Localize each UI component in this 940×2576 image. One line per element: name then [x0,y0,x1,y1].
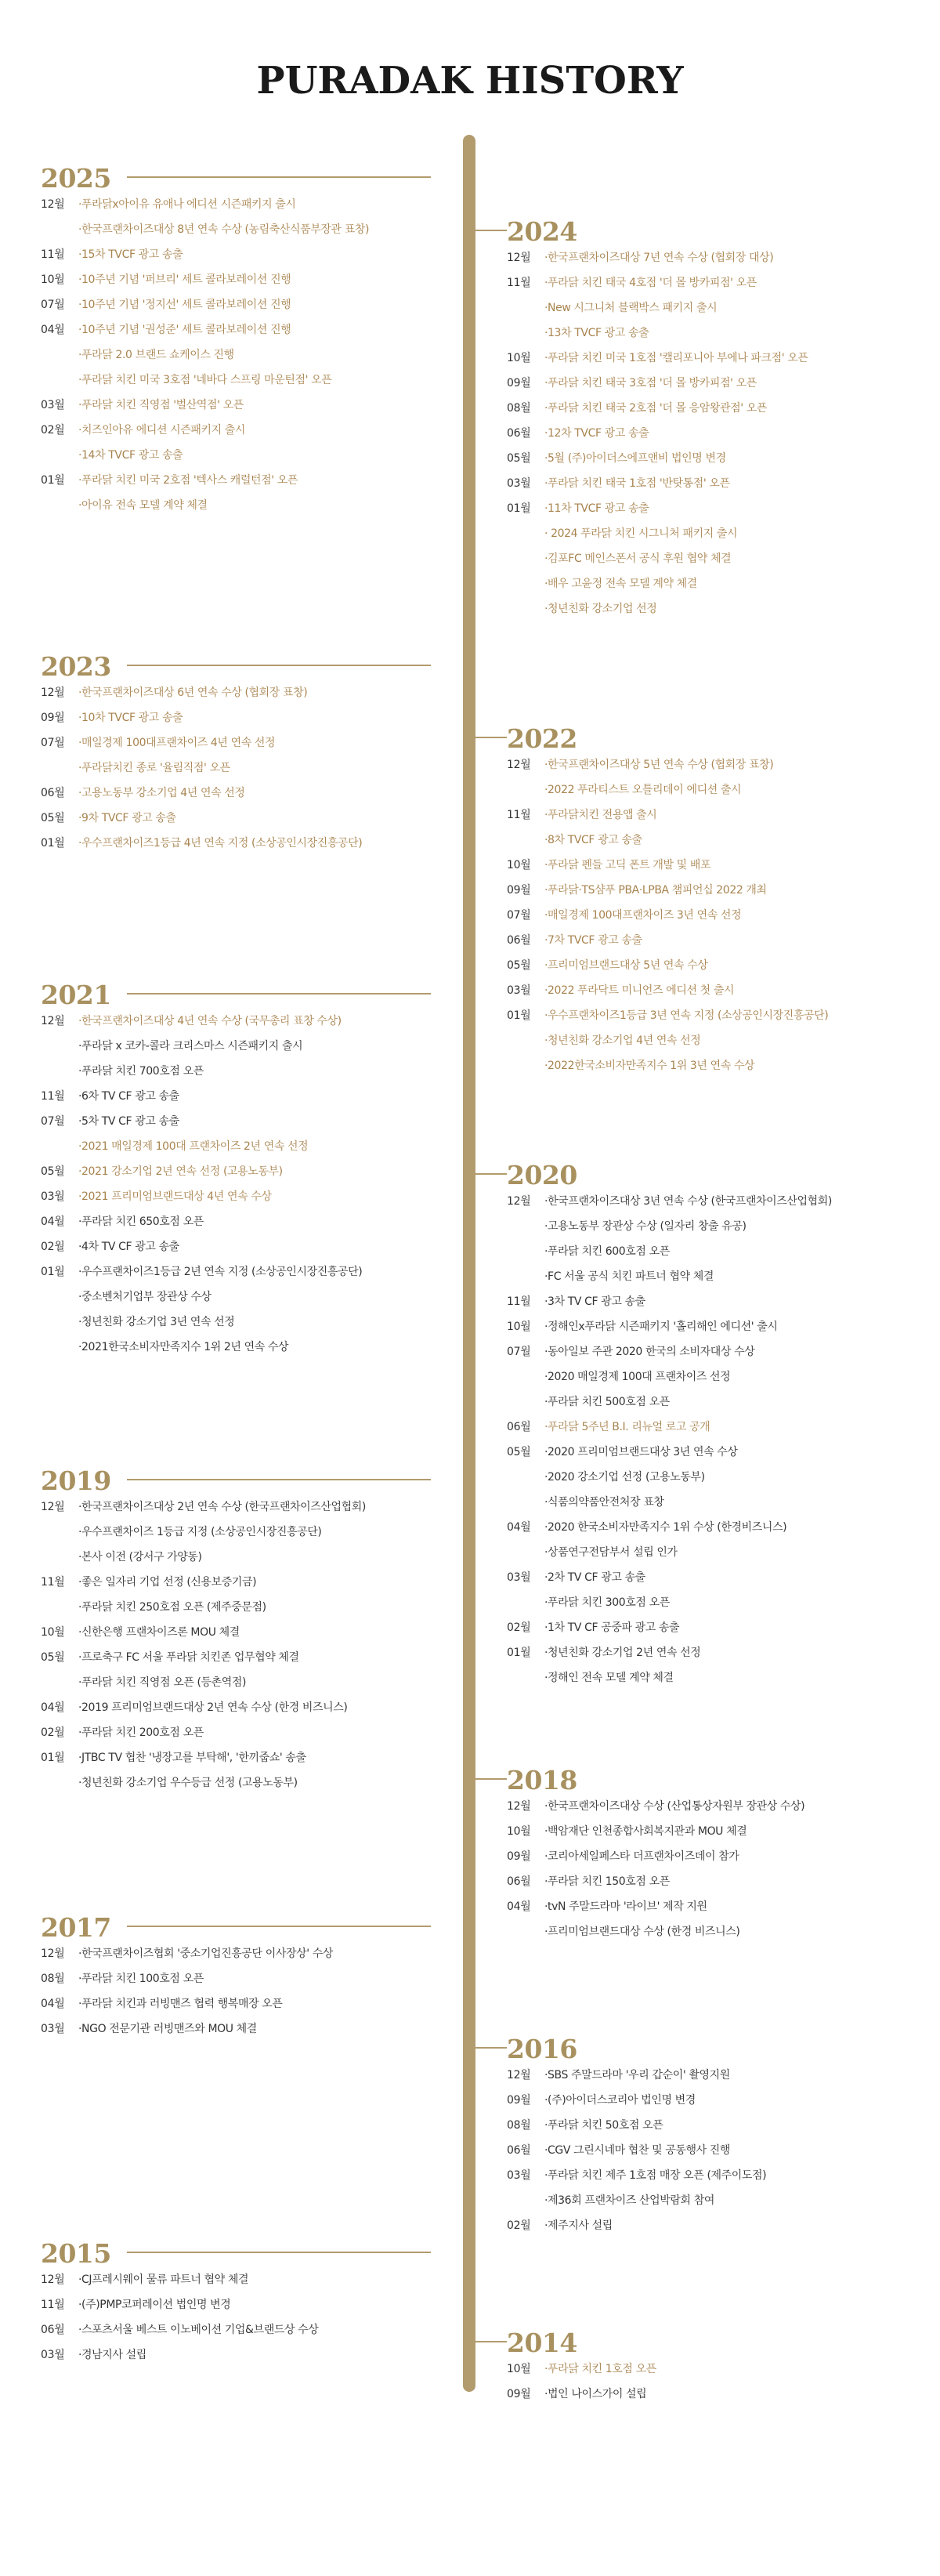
entry-text: ·한국프랜차이즈대상 6년 연속 수상 (협회장 표창) [78,687,308,699]
year-heading: 2019 [41,1466,111,1496]
entry-text: ·정해인 전속 모델 계약 체결 [544,1672,674,1684]
entry-text: ·7차 TVCF 광고 송출 [544,934,642,947]
entry-month: 09월 [507,2094,531,2107]
entry-text: ·정해인x푸라닭 시즌패키지 '홀리해인 에디션' 출시 [544,1321,778,1333]
entry-text: ·14차 TVCF 광고 송출 [78,449,183,462]
entry-month: 12월 [41,198,65,211]
entry-text: ·푸라닭 치킨 태국 1호점 '반탓통점' 오픈 [544,477,730,490]
entry-text: ·법인 나이스가이 설립 [544,2388,647,2400]
entry-month: 12월 [507,1195,531,1208]
entry-text: ·푸라닭 치킨 650호점 오픈 [78,1216,204,1228]
entry-text: ·CGV 그린시네마 협찬 및 공동행사 진행 [544,2144,731,2157]
entry-text: ·FC 서울 공식 치킨 파트너 협약 체결 [544,1270,714,1283]
timeline-connector [475,1778,507,1780]
entry-text: ·2022한국소비자만족지수 1위 3년 연속 수상 [544,1060,755,1072]
entry-text: ·우수프랜차이즈 1등급 지정 (소상공인시장진흥공단) [78,1526,322,1538]
entry-text: ·푸라닭 치킨 미국 3호점 '네바다 스프링 마운틴점' 오픈 [78,374,332,386]
entry-text: ·프로축구 FC 서울 푸라닭 치킨존 업무협약 체결 [78,1651,299,1664]
entry-text: ·2021 프리미엄브랜드대상 4년 연속 수상 [78,1190,272,1203]
entry-month: 03월 [41,1190,65,1203]
entry-text: ·6차 TV CF 광고 송출 [78,1090,179,1103]
entry-text: ·푸라닭 치킨 태국 4호점 '더 몰 방카피점' 오픈 [544,277,757,289]
entry-month: 12월 [41,687,65,699]
entry-text: ·제36회 프랜차이즈 산업박람회 참여 [544,2194,714,2207]
entry-text: ·2021 매일경제 100대 프랜차이즈 2년 연속 선정 [78,1140,309,1153]
entry-text: ·2019 프리미엄브랜드대상 2년 연속 수상 (한경 비즈니스) [78,1701,348,1714]
entry-text: ·푸라닭 치킨 제주 1호점 매장 오픈 (제주이도점) [544,2169,767,2182]
entry-text: ·코리아세일페스타 더프랜차이즈데이 참가 [544,1850,739,1863]
entry-text: ·1차 TV CF 공중파 광고 송출 [544,1621,680,1634]
entry-text: ·경남지사 설립 [78,2349,146,2361]
entry-month: 06월 [41,787,65,799]
entry-text: ·청년친화 강소기업 3년 연속 선정 [78,1316,235,1328]
entry-text: · 2024 푸라닭 치킨 시그니처 패키지 출시 [544,527,738,540]
entry-month: 06월 [507,427,531,440]
entry-month: 03월 [507,1571,531,1584]
entry-month: 11월 [507,1295,531,1308]
entry-month: 03월 [507,477,531,490]
entry-month: 01월 [41,1266,65,1278]
timeline-connector [475,2341,507,2342]
entry-month: 04월 [41,324,65,336]
entry-text: ·JTBC TV 협찬 '냉장고를 부탁해', '한끼줍쇼' 송출 [78,1752,306,1764]
entry-text: ·2021 강소기업 2년 연속 선정 (고용노동부) [78,1165,283,1178]
entry-text: ·CJ프레시웨이 물류 파트너 협약 체결 [78,2273,249,2286]
timeline-connector [127,1926,431,1927]
entry-month: 06월 [507,2144,531,2157]
entry-text: ·푸라닭 치킨 100호점 오픈 [78,1973,204,1985]
entry-month: 11월 [507,809,531,821]
entry-month: 07월 [41,299,65,311]
entry-text: ·한국프랜차이즈대상 4년 연속 수상 (국무총리 표창 수상) [78,1015,342,1027]
entry-month: 01월 [41,837,65,850]
year-heading: 2021 [41,980,111,1010]
entry-text: ·(주)아이더스코리아 법인명 변경 [544,2094,696,2107]
entry-month: 11월 [41,1090,65,1103]
entry-month: 03월 [41,2023,65,2035]
entry-text: ·동아일보 주관 2020 한국의 소비자대상 수상 [544,1346,755,1358]
entry-text: ·푸라닭 x 코카-콜라 크리스마스 시즌패키지 출시 [78,1040,303,1053]
entry-month: 04월 [41,1998,65,2010]
entry-month: 03월 [41,2349,65,2361]
entry-month: 11월 [41,1576,65,1589]
entry-text: ·2021한국소비자만족지수 1위 2년 연속 수상 [78,1341,289,1353]
entry-month: 09월 [507,2388,531,2400]
entry-text: ·프리미엄브랜드대상 5년 연속 수상 [544,959,708,972]
entry-text: ·본사 이전 (강서구 가양동) [78,1551,202,1563]
entry-month: 11월 [41,2299,65,2311]
timeline-connector [127,993,431,995]
entry-text: ·푸라닭·TS샴푸 PBA·LPBA 챔피언십 2022 개최 [544,884,767,897]
entry-text: ·푸라닭 치킨 직영점 오픈 (등촌역점) [78,1676,247,1689]
entry-text: ·한국프랜차이즈대상 5년 연속 수상 (협회장 표창) [544,759,774,771]
entry-month: 07월 [507,1346,531,1358]
entry-text: ·푸라닭 치킨 600호점 오픈 [544,1245,670,1258]
entry-text: ·우수프랜차이즈1등급 2년 연속 지정 (소상공인시장진흥공단) [78,1266,363,1278]
timeline-connector [127,2252,431,2253]
entry-month: 06월 [507,1421,531,1433]
entry-text: ·2차 TV CF 광고 송출 [544,1571,645,1584]
entry-month: 01월 [41,474,65,487]
year-heading: 2024 [507,216,577,247]
entry-text: ·9차 TVCF 광고 송출 [78,812,176,824]
entry-month: 04월 [507,1521,531,1534]
year-heading: 2020 [507,1160,577,1190]
entry-text: ·우수프랜차이즈1등급 3년 연속 지정 (소상공인시장진흥공단) [544,1009,829,1022]
entry-month: 05월 [41,1651,65,1664]
entry-month: 11월 [507,277,531,289]
entry-month: 03월 [507,2169,531,2182]
entry-month: 12월 [41,1015,65,1027]
entry-text: ·13차 TVCF 광고 송출 [544,327,649,339]
entry-month: 12월 [41,1501,65,1513]
entry-text: ·푸라닭 치킨 250호점 오픈 (제주중문점) [78,1601,266,1614]
entry-month: 12월 [507,1800,531,1813]
page-title: PURADAK HISTORY [256,59,684,103]
entry-month: 05월 [507,1446,531,1458]
timeline-connector [475,1173,507,1175]
entry-text: ·푸라닭 치킨 태국 3호점 '더 몰 방카피점' 오픈 [544,377,757,389]
entry-month: 10월 [507,859,531,871]
entry-text: ·우수프랜차이즈1등급 4년 연속 지정 (소상공인시장진흥공단) [78,837,363,850]
entry-text: ·매일경제 100대프랜차이즈 3년 연속 선정 [544,909,742,922]
entry-text: ·백암재단 인천종합사회복지관과 MOU 체결 [544,1825,747,1838]
entry-month: 12월 [507,759,531,771]
entry-month: 10월 [41,1626,65,1639]
entry-text: ·2022 푸라닥트 미니언즈 에디션 첫 출시 [544,984,735,997]
entry-month: 09월 [507,377,531,389]
entry-text: ·SBS 주말드라마 '우리 갑순이' 촬영지원 [544,2069,730,2081]
entry-text: ·푸라닭 치킨 1호점 오픈 [544,2363,656,2375]
entry-text: ·New 시그니처 블랙박스 패키지 출시 [544,302,718,314]
entry-text: ·11차 TVCF 광고 송출 [544,502,649,515]
entry-text: ·프리미엄브랜드대상 수상 (한경 비즈니스) [544,1926,740,1938]
entry-month: 03월 [507,984,531,997]
entry-text: ·푸라닭 펜들 고딕 폰트 개발 및 배포 [544,859,711,871]
entry-text: ·2020 매일경제 100대 프랜차이즈 선정 [544,1371,731,1383]
entry-text: ·푸라닭 치킨 300호점 오픈 [544,1596,670,1609]
entry-text: ·2020 한국소비자만족지수 1위 수상 (한경비즈니스) [544,1521,787,1534]
entry-month: 10월 [507,2363,531,2375]
entry-text: ·한국프랜차이즈대상 3년 연속 수상 (한국프랜차이즈산업협회) [544,1195,832,1208]
entry-text: ·청년친화 강소기업 우수등급 선정 (고용노동부) [78,1777,298,1789]
entry-text: ·푸라닭 5주년 B.I. 리뉴얼 로고 공개 [544,1421,710,1433]
entry-month: 12월 [41,1947,65,1960]
entry-month: 10월 [507,352,531,364]
entry-text: ·한국프랜차이즈대상 2년 연속 수상 (한국프랜차이즈산업협회) [78,1501,366,1513]
entry-month: 04월 [41,1701,65,1714]
timeline-connector [127,176,431,178]
entry-month: 07월 [41,737,65,749]
entry-month: 02월 [41,1241,65,1253]
entry-month: 07월 [41,1115,65,1128]
entry-text: ·고용노동부 강소기업 4년 연속 선정 [78,787,245,799]
entry-text: ·푸라닭치킨 전용앱 출시 [544,809,657,821]
entry-text: ·5월 (주)아이더스에프앤비 법인명 변경 [544,452,726,465]
entry-text: ·푸라닭 치킨 미국 1호점 '캘리포니아 부에나 파크점' 오픈 [544,352,808,364]
entry-text: ·푸라닭 2.0 브랜드 쇼케이스 진행 [78,349,234,361]
entry-text: ·NGO 전문기관 러빙맨즈와 MOU 체결 [78,2023,257,2035]
entry-text: ·아이유 전속 모델 계약 체결 [78,499,208,512]
entry-text: ·좋은 일자리 기업 선정 (신용보증기금) [78,1576,257,1589]
entry-text: ·식품의약품안전처장 표창 [544,1496,664,1509]
entry-month: 10월 [507,1825,531,1838]
entry-text: ·청년친화 강소기업 4년 연속 선정 [544,1034,701,1047]
entry-text: ·(주)PMP코퍼레이션 법인명 변경 [78,2299,231,2311]
timeline-connector [475,2047,507,2049]
entry-text: ·치즈인아유 에디션 시즌패키지 출시 [78,424,246,437]
year-heading: 2017 [41,1912,111,1943]
entry-month: 06월 [41,2324,65,2336]
entry-text: ·2020 강소기업 선정 (고용노동부) [544,1471,705,1484]
entry-text: ·스포츠서울 베스트 이노베이션 기업&브랜드상 수상 [78,2324,319,2336]
entry-text: ·10주년 기념 '권성준' 세트 콜라보레이션 진행 [78,324,291,336]
entry-text: ·3차 TV CF 광고 송출 [544,1295,645,1308]
year-heading: 2014 [507,2328,577,2358]
entry-text: ·김포FC 메인스폰서 공식 후원 협약 체결 [544,553,732,565]
entry-text: ·한국프랜차이즈대상 7년 연속 수상 (협회장 대상) [544,252,774,264]
entry-text: ·푸라닭 치킨 미국 2호점 '텍사스 캐럴턴점' 오픈 [78,474,298,487]
entry-text: ·청년친화 강소기업 2년 연속 선정 [544,1647,701,1659]
entry-month: 12월 [507,252,531,264]
entry-text: ·제주지사 설립 [544,2219,613,2232]
entry-text: ·2022 푸라티스트 오틀리데이 에디션 출시 [544,784,742,796]
entry-month: 04월 [41,1216,65,1228]
entry-month: 05월 [41,1165,65,1178]
year-heading: 2023 [41,651,111,682]
entry-text: ·4차 TV CF 광고 송출 [78,1241,179,1253]
entry-month: 01월 [507,1647,531,1659]
entry-month: 12월 [41,2273,65,2286]
entry-text: ·푸라닭 치킨 태국 2호점 '더 몰 응암왕관점' 오픈 [544,402,768,415]
entry-month: 03월 [41,399,65,411]
timeline-connector [127,1479,431,1480]
entry-text: ·12차 TVCF 광고 송출 [544,427,649,440]
entry-text: ·8차 TVCF 광고 송출 [544,834,642,846]
entry-month: 11월 [41,248,65,261]
entry-month: 09월 [507,1850,531,1863]
entry-text: ·고용노동부 장관상 수상 (일자리 창출 유공) [544,1220,747,1233]
entry-month: 07월 [507,909,531,922]
timeline-bar [463,135,475,2392]
entry-month: 09월 [41,712,65,724]
entry-text: ·푸라닭 치킨 150호점 오픈 [544,1875,670,1888]
entry-month: 12월 [507,2069,531,2081]
entry-text: ·15차 TVCF 광고 송출 [78,248,183,261]
entry-month: 06월 [507,934,531,947]
entry-text: ·tvN 주말드라마 '라이브' 제작 지원 [544,1900,707,1913]
entry-month: 01월 [41,1752,65,1764]
entry-text: ·2020 프리미엄브랜드대상 3년 연속 수상 [544,1446,738,1458]
entry-month: 05월 [41,812,65,824]
year-heading: 2025 [41,163,111,194]
entry-text: ·푸라닭x아이유 유애나 에디션 시즌패키지 출시 [78,198,296,211]
entry-month: 04월 [507,1900,531,1913]
entry-text: ·푸라닭 치킨 700호점 오픈 [78,1065,204,1078]
entry-month: 05월 [507,959,531,972]
entry-text: ·청년친화 강소기업 선정 [544,603,657,615]
entry-text: ·배우 고윤정 전속 모델 계약 체결 [544,578,697,590]
entry-month: 05월 [507,452,531,465]
year-heading: 2015 [41,2238,111,2269]
timeline-connector [127,665,431,666]
entry-text: ·매일경제 100대프랜차이즈 4년 연속 선정 [78,737,276,749]
entry-month: 02월 [507,2219,531,2232]
entry-text: ·푸라닭 치킨 50호점 오픈 [544,2119,663,2132]
entry-text: ·10차 TVCF 광고 송출 [78,712,183,724]
entry-text: ·10주년 기념 '퍼브리' 세트 콜라보레이션 진행 [78,274,291,286]
year-heading: 2016 [507,2034,577,2064]
entry-text: ·한국프랜차이즈협회 '중소기업진흥공단 이사장상' 수상 [78,1947,333,1960]
entry-text: ·신한은행 프랜차이즈론 MOU 체결 [78,1626,240,1639]
entry-text: ·5차 TV CF 광고 송출 [78,1115,179,1128]
entry-month: 02월 [507,1621,531,1634]
entry-month: 08월 [507,2119,531,2132]
entry-text: ·푸라닭 치킨 500호점 오픈 [544,1396,670,1408]
timeline-connector [475,230,507,231]
year-heading: 2022 [507,723,577,754]
entry-text: ·10주년 기념 '정지선' 세트 콜라보레이션 진행 [78,299,291,311]
entry-month: 02월 [41,1726,65,1739]
entry-month: 06월 [507,1875,531,1888]
entry-text: ·푸라닭치킨 종로 '율림직점' 오픈 [78,762,230,774]
year-heading: 2018 [507,1765,577,1795]
entry-text: ·중소벤처기업부 장관상 수상 [78,1291,212,1303]
entry-month: 10월 [507,1321,531,1333]
entry-month: 08월 [507,402,531,415]
entry-month: 10월 [41,274,65,286]
entry-text: ·한국프랜차이즈대상 8년 연속 수상 (농림축산식품부장관 표창) [78,223,370,236]
entry-text: ·푸라닭 치킨 200호점 오픈 [78,1726,204,1739]
entry-text: ·푸라닭 치킨 직영점 '벌산역점' 오픈 [78,399,244,411]
entry-text: ·푸라닭 치킨과 러빙맨즈 협력 행복매장 오픈 [78,1998,283,2010]
entry-month: 09월 [507,884,531,897]
timeline-connector [475,737,507,738]
entry-month: 01월 [507,1009,531,1022]
entry-month: 01월 [507,502,531,515]
entry-text: ·상품연구전담부서 설립 인가 [544,1546,678,1559]
entry-month: 08월 [41,1973,65,1985]
entry-month: 02월 [41,424,65,437]
entry-text: ·한국프랜차이즈대상 수상 (산업통상자원부 장관상 수상) [544,1800,805,1813]
